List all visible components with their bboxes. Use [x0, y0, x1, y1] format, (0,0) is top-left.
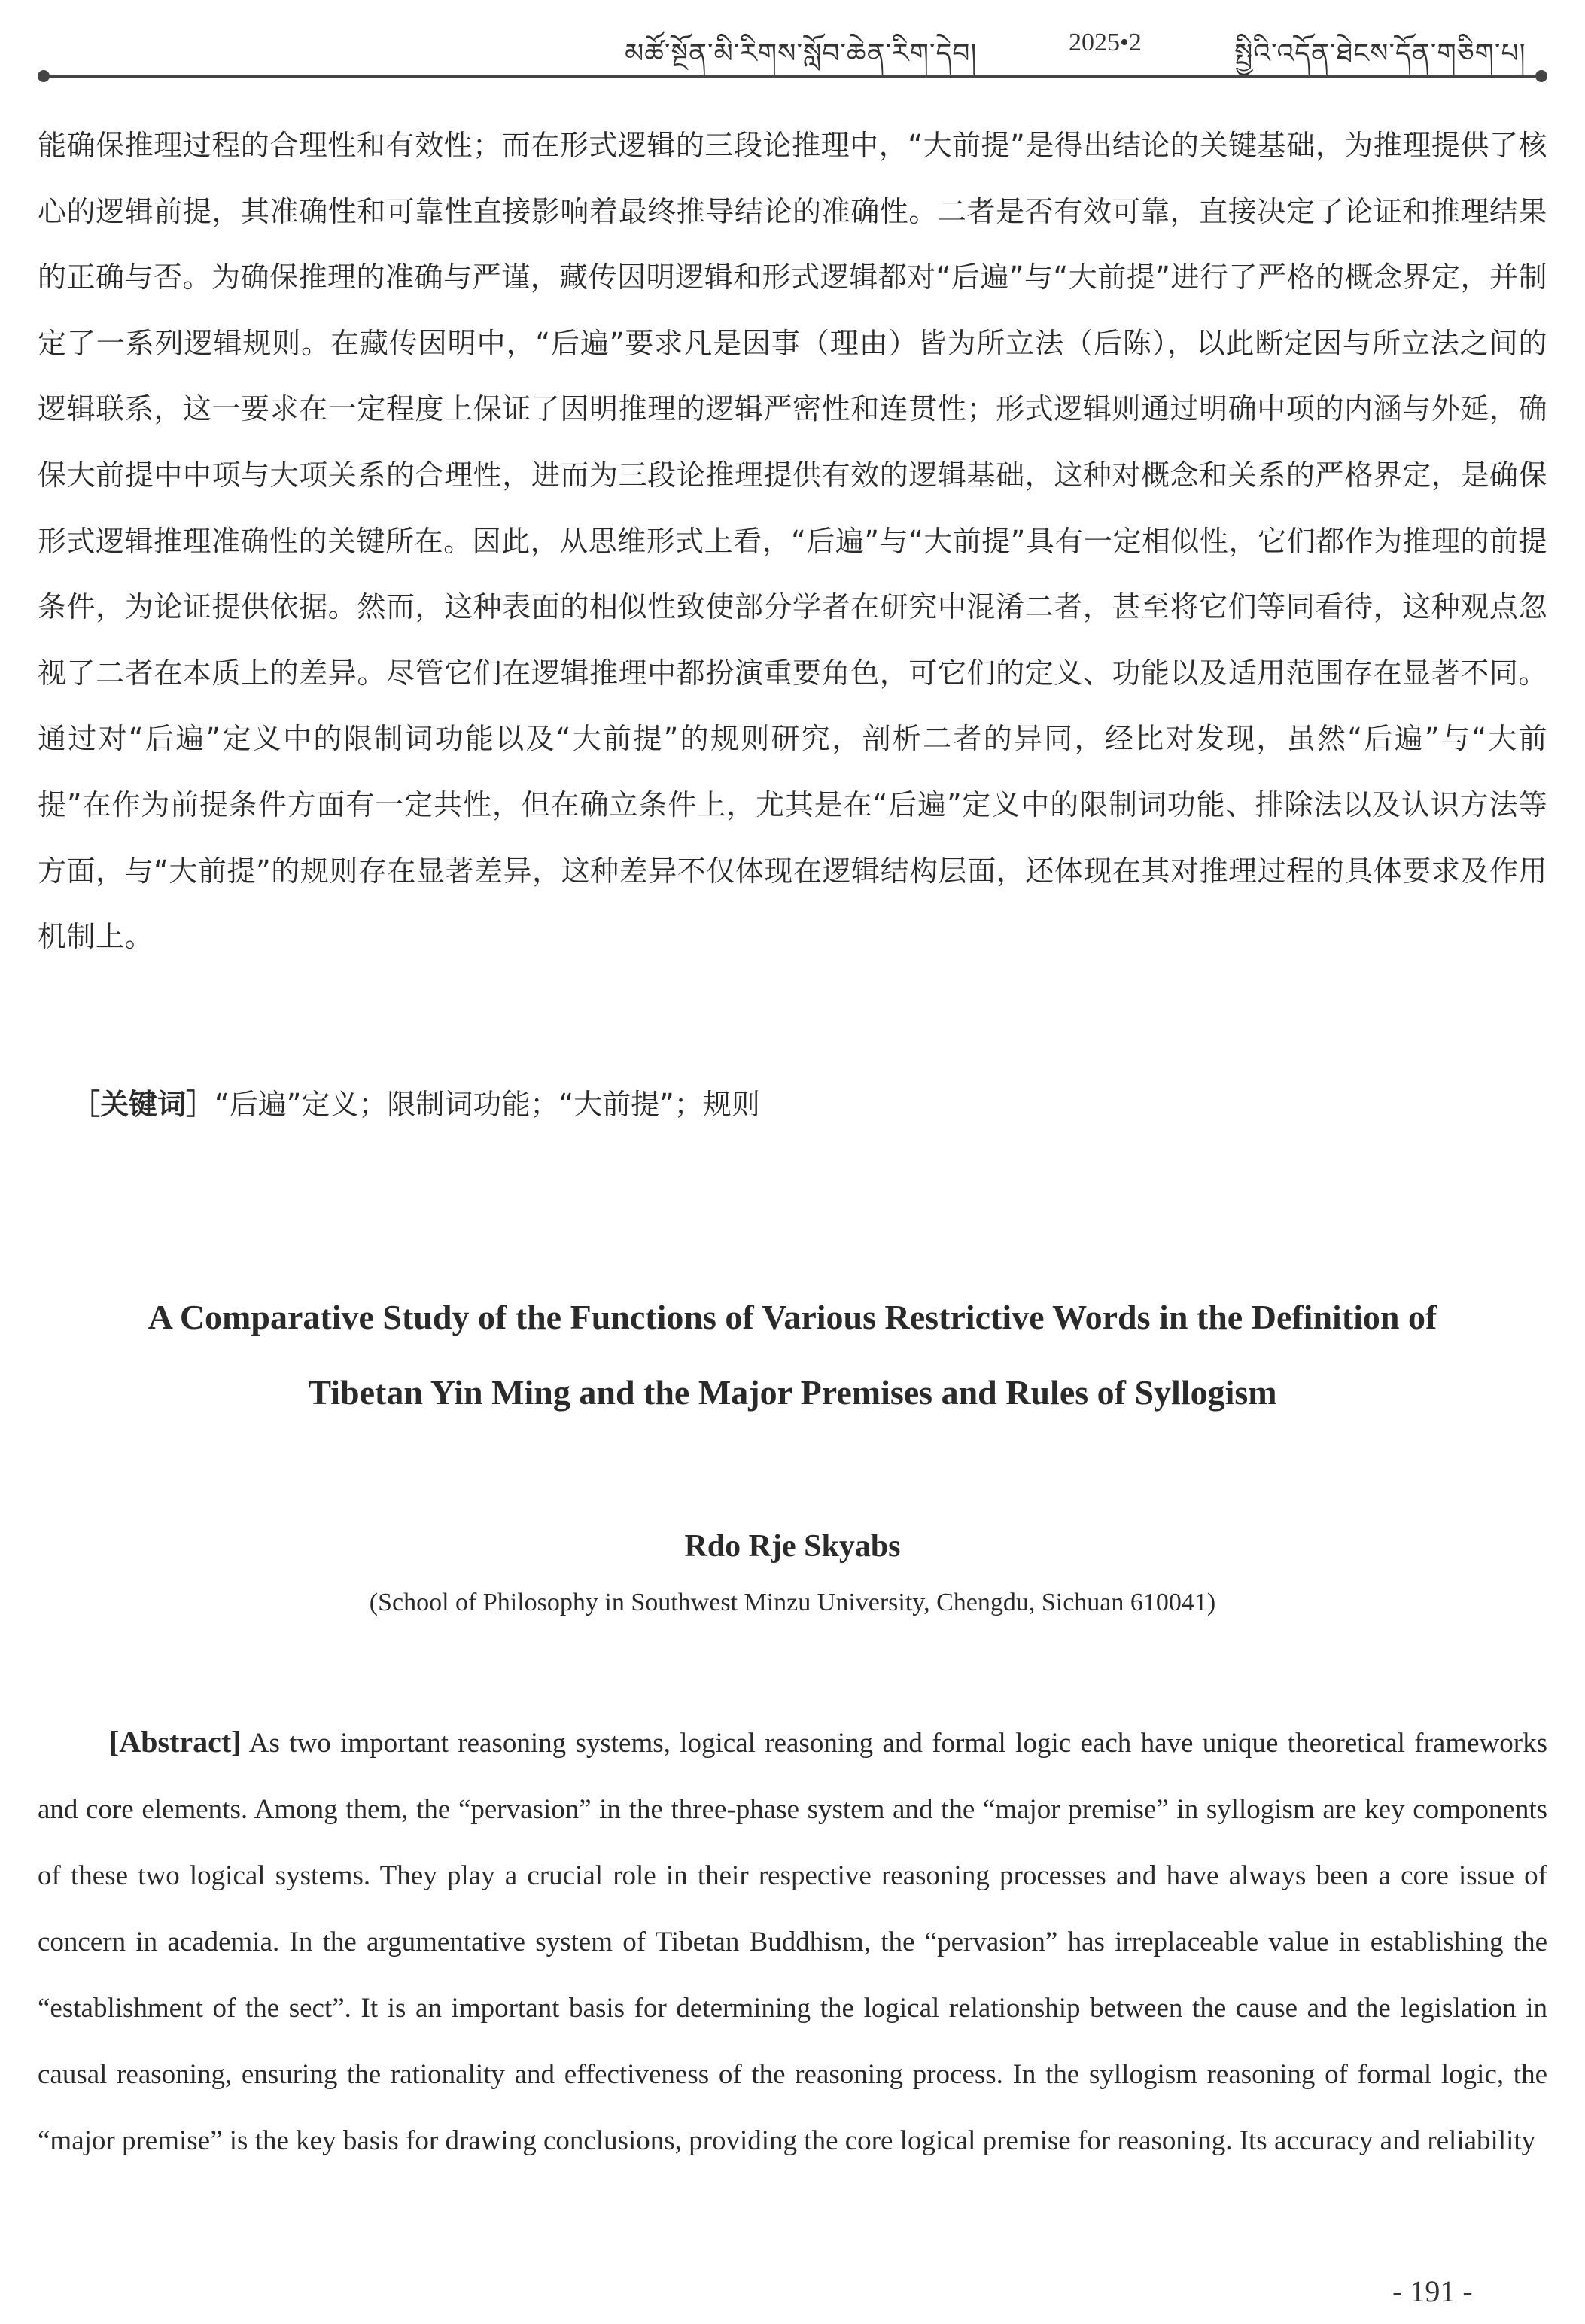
author-affiliation: (School of Philosophy in Southwest Minzu University, Chengdu, Sichuan 610041) [369, 1588, 1216, 1616]
abstract-text: As two important reasoning systems, logical reasoning and formal logic each have unique theoretical frameworks and core elements. Among them, the “pervasion” in the three-phase system and the “major premise” in syllogism are key components of these two logical systems. They play a crucial role in their respective reasoning processes and have always been a core issue of concern in academia. In the argumentative system of Tibetan Buddhism, the “pervasion” has irreplaceable value in establishing the “establishment of the sect”. It is an important basis for determining the logical relationship between the cause and the legislation in causal reasoning, ensuring the rationality and effectiveness of the reasoning process. In the syllogism reasoning of formal logic, the “major premise” is the key basis for drawing conclusions, providing the core logical premise for reasoning. Its accuracy and reliability [38, 1728, 1547, 2156]
chinese-keywords [71, 1081, 760, 1122]
header-rule-right-dot [1535, 70, 1547, 82]
header-rule [44, 75, 1541, 78]
header-rule-left-dot [38, 70, 50, 82]
english-title [0, 1280, 1585, 1430]
issue-number: 2025•2 [1069, 29, 1142, 56]
english-title-line-1: A Comparative Study of the Functions of Various Restrictive Words in the Definition of [148, 1298, 1437, 1336]
keywords-label: ［关键词］ [71, 1088, 215, 1121]
keywords-list: “后遍”定义；限制词功能；“大前提”；规则 [214, 1088, 760, 1121]
running-header [0, 0, 1585, 83]
abstract-label: [Abstract] [109, 1725, 242, 1759]
author-name: Rdo Rje Skyabs [684, 1529, 901, 1564]
english-title-line-2: Tibetan Yin Ming and the Major Premises and Rules of Syllogism [308, 1373, 1277, 1412]
issue-label-tibetan: སྤྱིའི་འདོན་ཐེངས་དོན་གཅིག་པ། [1234, 38, 1526, 69]
chinese-abstract-text: 能确保推理过程的合理性和有效性；而在形式逻辑的三段论推理中，“大前提”是得出结论的关键基础，为推理提供了核心的逻辑前提，其准确性和可靠性直接影响着最终推导结论的准确性。二者是否有效可靠，直接决定了论证和推理结果的正确与否。为确保推理的准确与严谨，藏传因明逻辑和形式逻辑都对“后遍”与“大前提”进行了严格的概念界定，并制定了一系列逻辑规则。在藏传因明中，“后遍”要求凡是因事（理由）皆为所立法（后陈），以此断定因与所立法之间的逻辑联系，这一要求在一定程度上保证了因明推理的逻辑严密性和连贯性；形式逻辑则通过明确中项的内涵与外延，确保大前提中中项与大项关系的合理性，进而为三段论推理提供有效的逻辑基础，这种对概念和关系的严格界定，是确保形式逻辑推理准确性的关键所在。因此，从思维形式上看，“后遍”与“大前提”具有一定相似性，它们都作为推理的前提条件，为论证提供依据。然而，这种表面的相似性致使部分学者在研究中混淆二者，甚至将它们等同看待，这种观点忽视了二者在本质上的差异。尽管它们在逻辑推理中都扮演重要角色，可它们的定义、功能以及适用范围存在显著不同。通过对“后遍”定义中的限制词功能以及“大前提”的规则研究，剖析二者的异同，经比对发现，虽然“后遍”与“大前提”在作为前提条件方面有一定共性，但在确立条件上，尤其是在“后遍”定义中的限制词功能、排除法以及认识方法等方面，与“大前提”的规则存在显著差异，这种差异不仅体现在逻辑结构层面，还体现在其对推理过程的具体要求及作用机制上。 [38, 129, 1547, 954]
page-number: - 191 - [1392, 2274, 1473, 2308]
journal-name-tibetan: མཚོ་སྔོན་མི་རིགས་སློབ་ཆེན་རིག་དེབ། [625, 38, 978, 69]
english-abstract [38, 1709, 1547, 2174]
